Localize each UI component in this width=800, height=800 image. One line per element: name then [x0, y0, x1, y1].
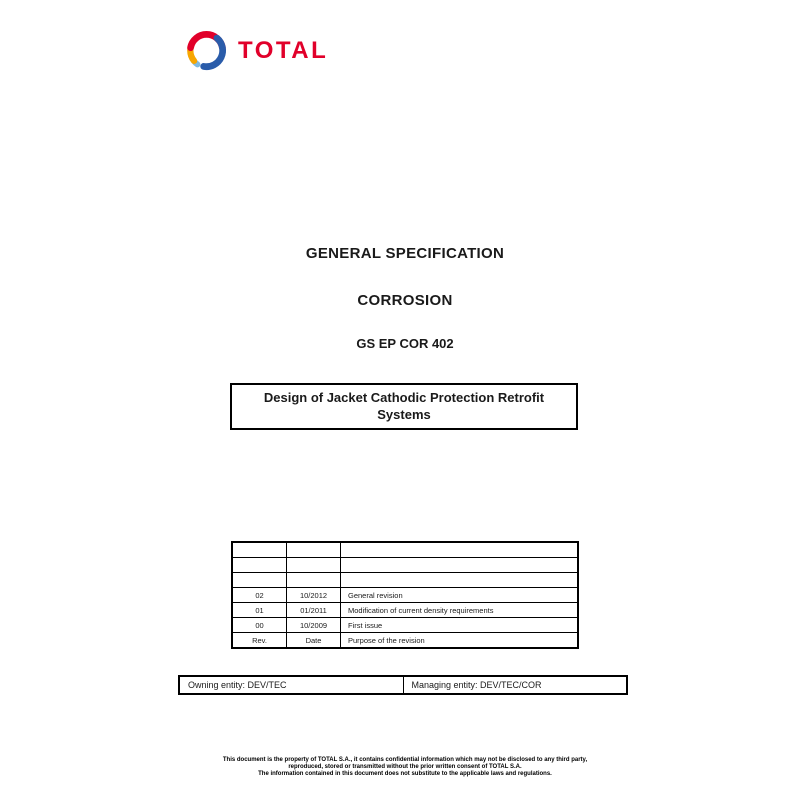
rev-cell: 01 [232, 603, 287, 618]
rev-cell: 02 [232, 588, 287, 603]
purpose-header-cell: Purpose of the revision [341, 633, 579, 649]
date-cell: 10/2009 [287, 618, 341, 633]
spec-heading: GENERAL SPECIFICATION [305, 245, 505, 262]
date-header-cell: Date [287, 633, 341, 649]
date-cell: 01/2011 [287, 603, 341, 618]
confidentiality-notice [105, 757, 705, 778]
purpose-cell [341, 558, 579, 573]
revision-table [231, 541, 579, 649]
total-globe-icon [184, 27, 229, 74]
date-cell: 10/2012 [287, 588, 341, 603]
total-logo [184, 27, 328, 74]
entity-row [179, 676, 627, 694]
purpose-cell [341, 573, 579, 588]
managing-entity-cell: Managing entity: DEV/TEC/COR [403, 676, 627, 694]
rev-cell [232, 558, 287, 573]
revision-row [232, 618, 578, 633]
revision-row [232, 603, 578, 618]
rev-cell [232, 542, 287, 558]
owning-entity-cell: Owning entity: DEV/TEC [179, 676, 403, 694]
purpose-cell: First issue [341, 618, 579, 633]
date-cell [287, 542, 341, 558]
rev-cell [232, 573, 287, 588]
confidentiality-line-3: The information contained in this document does not substitute to the applicable laws and regulations. [258, 771, 552, 777]
revision-row [232, 542, 578, 558]
purpose-cell: Modification of current density requirements [341, 603, 579, 618]
confidentiality-line-2: reproduced, stored or transmitted without the prior written consent of TOTAL S.A. [288, 764, 522, 770]
document-title-box [230, 383, 578, 430]
total-wordmark: TOTAL [238, 37, 329, 64]
rev-header-cell: Rev. [232, 633, 287, 649]
category-heading: CORROSION [357, 292, 453, 309]
purpose-cell: General revision [341, 588, 579, 603]
entity-table [178, 675, 628, 695]
revision-row [232, 573, 578, 588]
date-cell [287, 573, 341, 588]
document-title: Design of Jacket Cathodic Protection Retrofit Systems [263, 390, 545, 422]
rev-cell: 00 [232, 618, 287, 633]
doc-code-heading: GS EP COR 402 [356, 336, 454, 351]
confidentiality-line-1: This document is the property of TOTAL S.A., it contains confidential information which may not be disclosed to any third party, [222, 757, 588, 763]
revision-header-row [232, 633, 578, 649]
purpose-cell [341, 542, 579, 558]
revision-row [232, 588, 578, 603]
date-cell [287, 558, 341, 573]
revision-row [232, 558, 578, 573]
